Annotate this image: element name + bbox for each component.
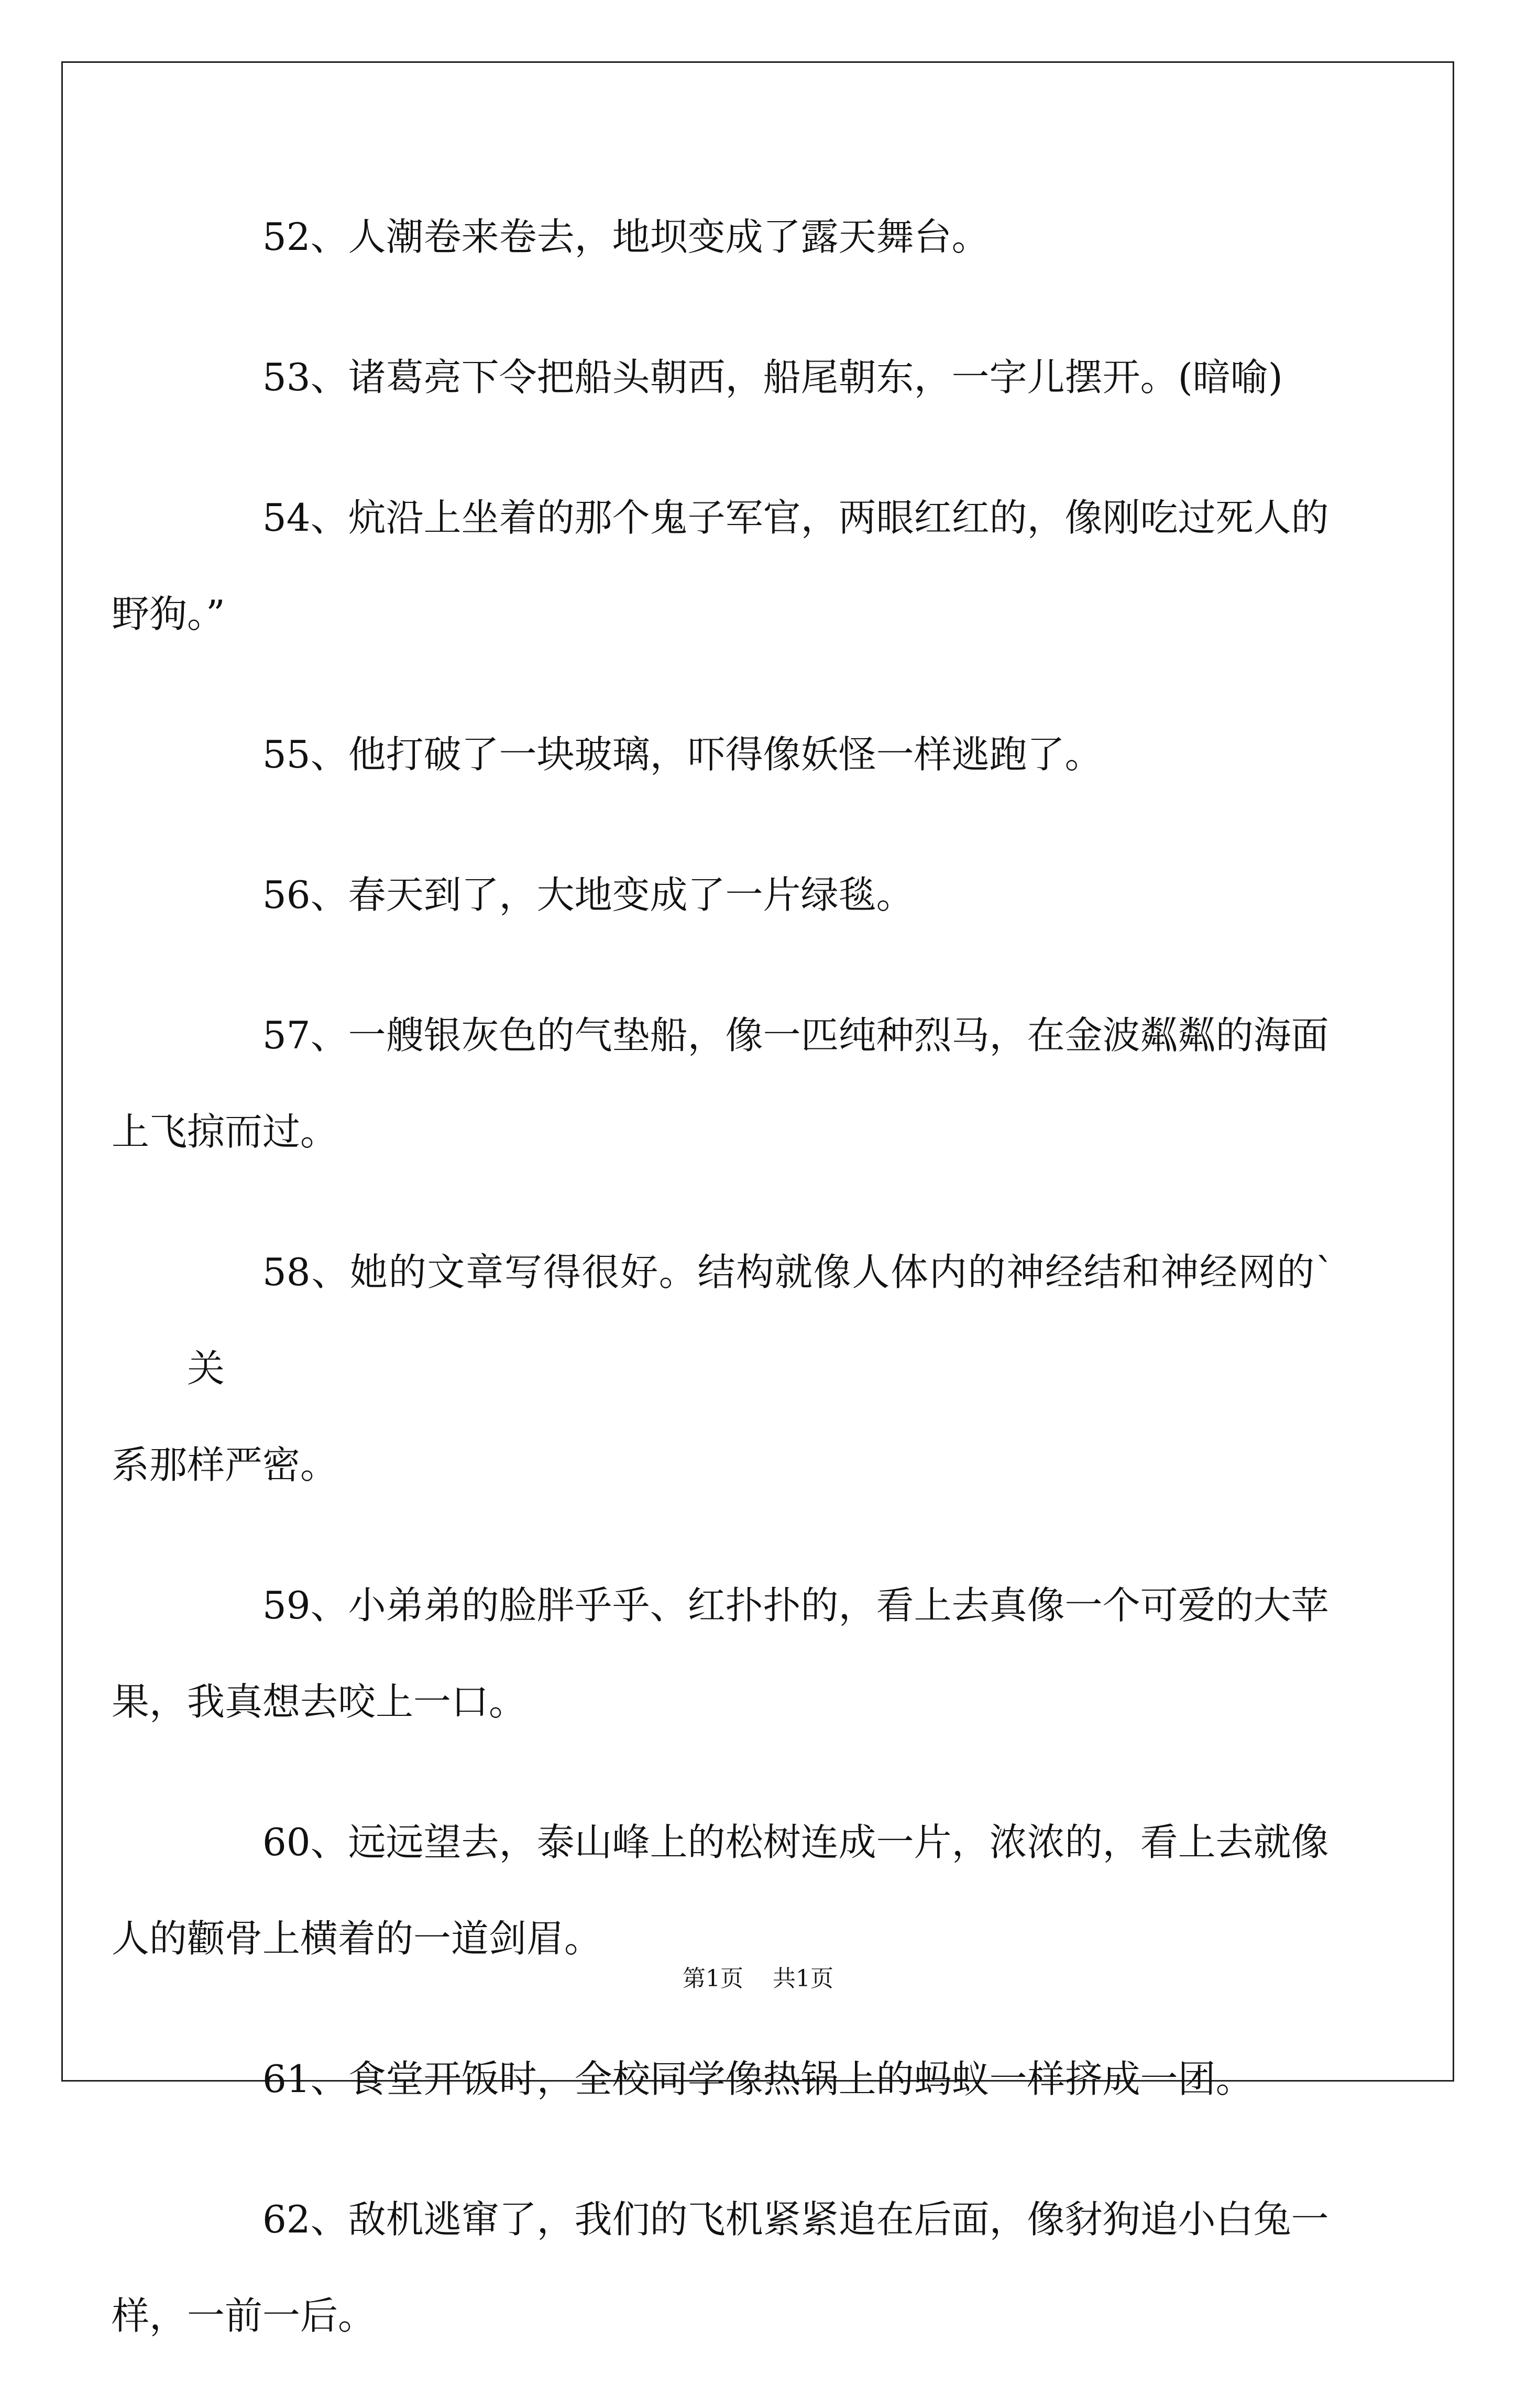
paragraph-line: 60、远远望去，泰山峰上的松树连成一片，浓浓的，看上去就像 <box>262 1820 1329 1864</box>
paragraph-56 <box>187 847 1334 943</box>
paragraph-line: 62、敌机逃窜了，我们的飞机紧紧追在后面，像豺狗追小白兔一 <box>262 2197 1329 2241</box>
paragraph-line: 样，一前一后。 <box>112 2294 376 2338</box>
page-number: 第1页 <box>683 1965 743 1992</box>
paragraph-line: 53、诸葛亮下令把船头朝西，船尾朝东，一字儿摆开。(暗喻) <box>262 355 1283 399</box>
paragraph-62 <box>112 2171 1334 2364</box>
paragraph-line: 54、炕沿上坐着的那个鬼子军官，两眼红红的，像刚吃过死人的 <box>262 496 1329 540</box>
document-body <box>112 189 1334 2408</box>
paragraph-61 <box>187 2031 1334 2127</box>
paragraph-line: 果，我真想去咬上一口。 <box>112 1680 527 1724</box>
paragraph-line: 58、她的文章写得很好。结构就像人体内的神经结和神经网的`关 <box>187 1250 1334 1391</box>
paragraph-line: 55、他打破了一块玻璃，吓得像妖怪一样逃跑了。 <box>262 732 1103 776</box>
paragraph-line: 52、人潮卷来卷去，地坝变成了露天舞台。 <box>262 215 990 259</box>
paragraph-line: 56、春天到了，大地变成了一片绿毯。 <box>262 873 914 917</box>
paragraph-58 <box>112 1224 1334 1513</box>
paragraph-line: 系那样严密。 <box>112 1443 338 1487</box>
page-total: 共1页 <box>773 1965 833 1992</box>
paragraph-line: 61、食堂开饭时，全校同学像热锅上的蚂蚁一样挤成一团。 <box>262 2057 1254 2101</box>
paragraph-54 <box>112 469 1334 662</box>
paragraph-53 <box>187 329 1334 425</box>
paragraph-line: 野狗。” <box>112 592 225 636</box>
paragraph-52 <box>187 189 1334 285</box>
paragraph-59 <box>112 1557 1334 1750</box>
paragraph-line: 57、一艘银灰色的气垫船，像一匹纯种烈马，在金波粼粼的海面 <box>262 1013 1329 1057</box>
paragraph-line: 59、小弟弟的脸胖乎乎、红扑扑的，看上去真像一个可爱的大苹 <box>262 1583 1329 1627</box>
paragraph-55 <box>187 706 1334 803</box>
paragraph-57 <box>112 987 1334 1180</box>
paragraph-line: 上飞掠而过。 <box>112 1110 338 1154</box>
paragraph-line: 人的颧骨上横着的一道剑眉。 <box>112 1917 602 1961</box>
paragraph-60 <box>112 1794 1334 1987</box>
page-footer <box>0 1960 1516 1993</box>
